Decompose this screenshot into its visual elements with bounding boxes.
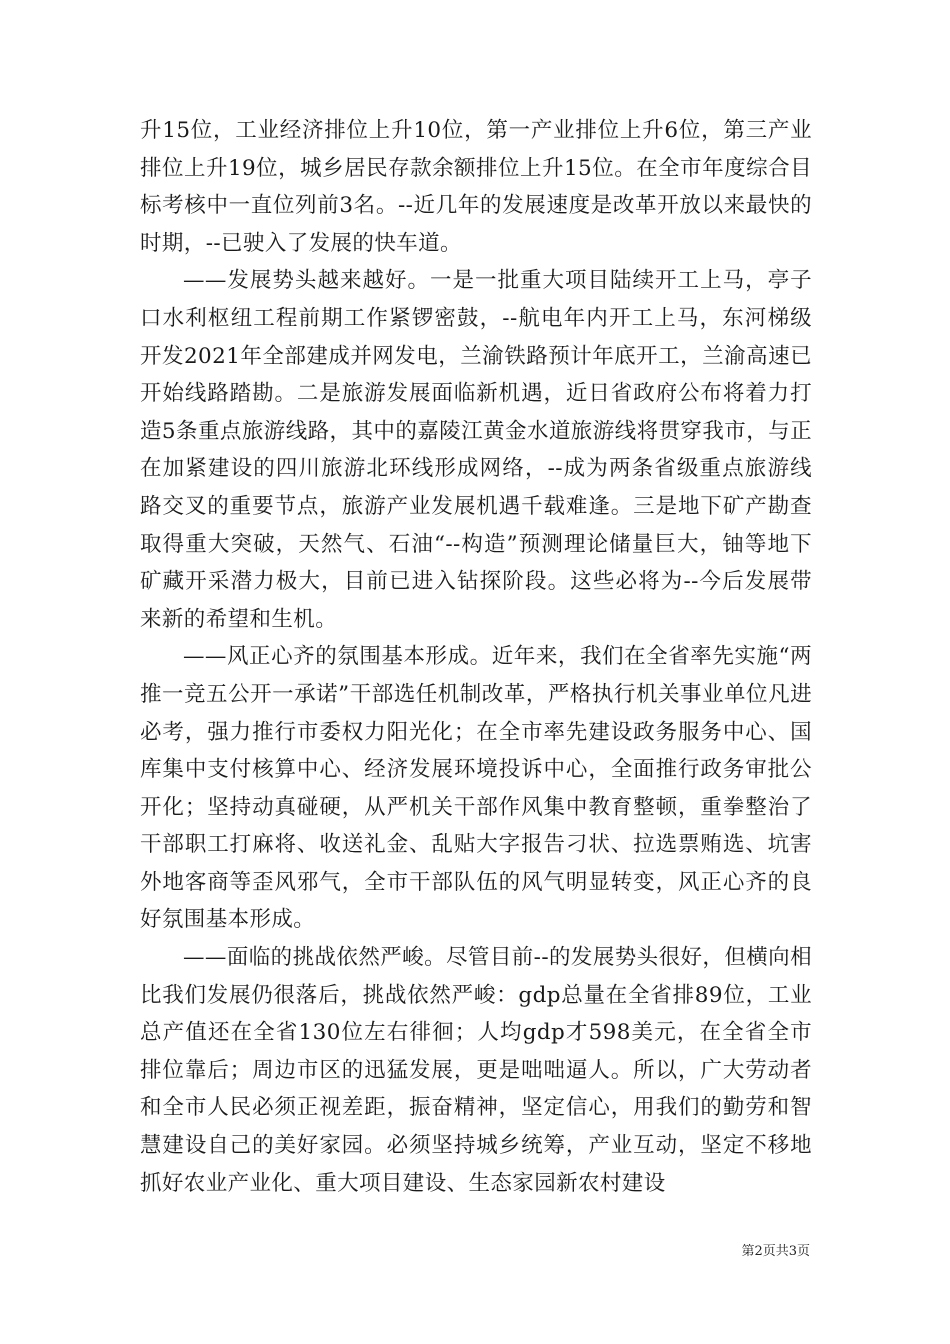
paragraph-atmosphere: ——风正心齐的氛围基本形成。近年来，我们在全省率先实施“两推一竞五公开一承诺”干部选任机制改革，严格执行机关事业单位凡进必考，强力推行市委权力阳光化；在全市率先建设政务服务中心、国库集中支付核算中心、经济发展环境投诉中心，全面推行政务审批公开化；坚持动真碰硬，从严机关干部作风集中教育整顿，重拳整治了干部职工打麻将、收送礼金、乱贴大字报告刁状、拉选票贿选、坑害外地客商等歪风邪气，全市干部队伍的风气明显转变，风正心齐的良好氛围基本形成。 [140, 644, 812, 933]
document-body [140, 112, 812, 1202]
paragraph-challenges: ——面临的挑战依然严峻。尽管目前--的发展势头很好，但横向相比我们发展仍很落后，挑战依然严峻：gdp总量在全省排89位，工业总产值还在全省130位左右徘徊；人均gdp才598美元，在全省全市排位靠后；周边市区的迅猛发展，更是咄咄逼人。所以，广大劳动者和全市人民必须正视差距，振奋精神，坚定信心，用我们的勤劳和智慧建设自己的美好家园。必须坚持城乡统筹，产业互动，坚定不移地抓好农业产业化、重大项目建设、生态家园新农村建设 [140, 945, 812, 1196]
paragraph-development-momentum: ——发展势头越来越好。一是一批重大项目陆续开工上马，亭子口水利枢纽工程前期工作紧锣密鼓，--航电年内开工上马，东河梯级开发2021年全部建成并网发电，兰渝铁路预计年底开工，兰渝高速已开始线路踏勘。二是旅游发展面临新机遇，近日省政府公布将着力打造5条重点旅游线路，其中的嘉陵江黄金水道旅游线将贯穿我市，与正在加紧建设的四川旅游北环线形成网络，--成为两条省级重点旅游线路交叉的重要节点，旅游产业发展机遇千载难逢。三是地下矿产勘查取得重大突破，天然气、石油“--构造”预测理论储量巨大，铀等地下矿藏开采潜力极大，目前已进入钻探阶段。这些必将为--今后发展带来新的希望和生机。 [140, 268, 812, 632]
paragraph-continuation: 升15位，工业经济排位上升10位，第一产业排位上升6位，第三产业排位上升19位，城乡居民存款余额排位上升15位。在全市年度综合目标考核中一直位列前3名。--近几年的发展速度是改革开放以来最快的时期，--已驶入了发展的快车道。 [140, 118, 812, 256]
page-number-footer: 第2页共3页 [741, 1244, 810, 1259]
